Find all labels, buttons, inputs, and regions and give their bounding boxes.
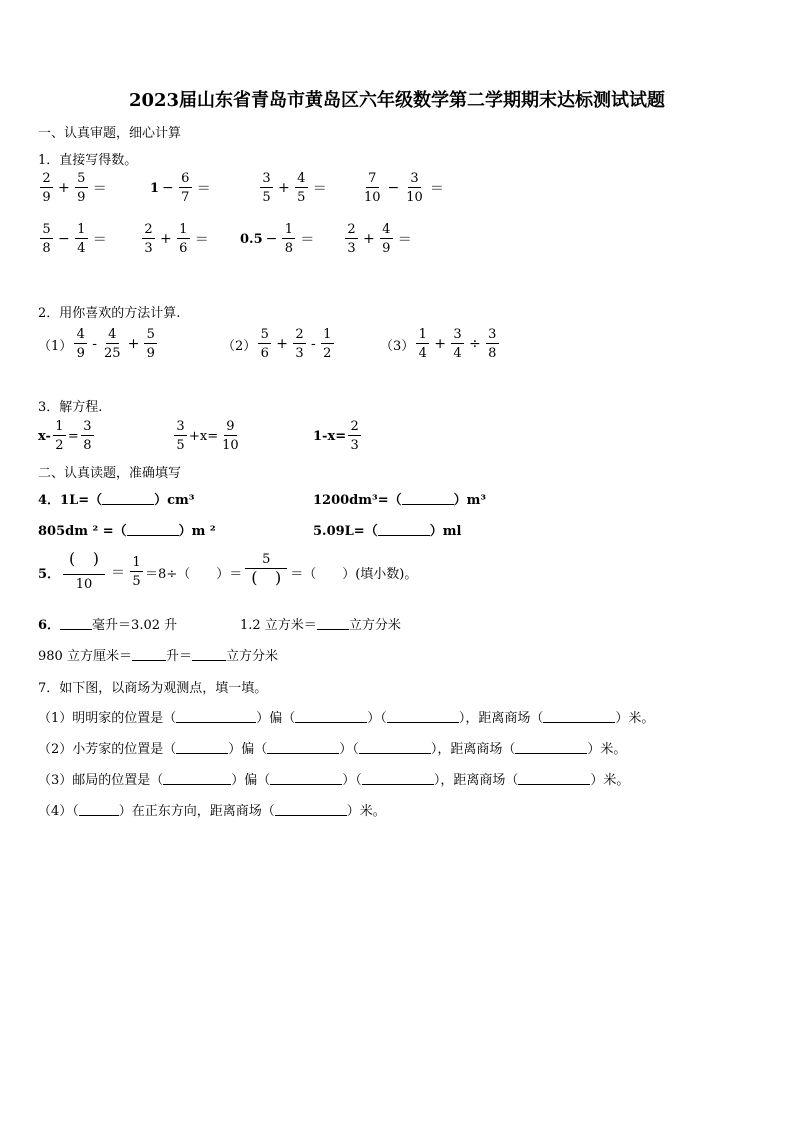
q3-equation-1: x- $\frac{1}{2}$ = $\frac{3}{8}$: [38, 420, 96, 452]
answer-blank[interactable]: [270, 772, 342, 785]
answer-blank[interactable]: [387, 710, 459, 723]
answer-blank[interactable]: [176, 710, 256, 723]
q1-item-1: $\frac{2}{9}$ + $\frac{5}{9}$ ＝: [38, 172, 110, 204]
q4-line-1-left: 4．1L=（ ）cm³: [38, 493, 195, 508]
q3-equation-2: $\frac{3}{5}$ +x= $\frac{9}{10}$: [172, 420, 243, 452]
answer-blank[interactable]: [79, 803, 119, 816]
q5-line: 5． ( ) 10 ＝ $\frac{1}{5}$ ＝8÷（ ）＝ 5 ( ) ＝（ ）(填小数)。: [38, 553, 417, 591]
answer-blank[interactable]: [60, 617, 92, 630]
answer-blank[interactable]: [515, 741, 587, 754]
page-title: 2023届山东省青岛市黄岛区六年级数学第二学期期末达标测试试题: [128, 90, 666, 111]
q7-line-4: （4）（ ）在正东方向，距离商场（ ）米。: [38, 804, 386, 819]
answer-blank[interactable]: [267, 741, 339, 754]
answer-blank[interactable]: [402, 492, 454, 505]
q1-item-7: 0.5 − $\frac{1}{8}$ ＝: [240, 222, 315, 256]
answer-blank[interactable]: [295, 710, 367, 723]
q7-line-1: （1）明明家的位置是（ ）偏（ ）（ ），距离商场（ ）米。: [38, 711, 655, 726]
answer-blank[interactable]: [163, 772, 231, 785]
answer-blank[interactable]: [176, 741, 228, 754]
answer-blank[interactable]: [275, 803, 347, 816]
question-1-label: 1．直接写得数。: [38, 153, 138, 168]
q6-line-2: 1.2 立方米＝ 立方分米: [240, 618, 401, 633]
blank-fraction-1[interactable]: ( ) 10: [63, 553, 105, 591]
answer-blank[interactable]: [192, 648, 226, 661]
answer-blank[interactable]: [102, 492, 154, 505]
q1-item-4: $\frac{7}{10}$ − $\frac{3}{10}$ ＝: [364, 171, 444, 205]
q2-item-2: （2） $\frac{5}{6}$ + $\frac{2}{3}$ - $\frac{1}{2}$: [222, 328, 336, 360]
q2-item-3: （3） $\frac{1}{4}$ + $\frac{3}{4}$ ÷ $\frac{3}{8}$: [380, 328, 501, 360]
q1-item-2: 1 − $\frac{6}{7}$ ＝: [150, 171, 211, 205]
answer-blank[interactable]: [378, 523, 430, 536]
q3-equation-3: 1-x= $\frac{2}{3}$: [313, 420, 363, 452]
q4-line-1-right: 1200dm³=（ ）m³: [313, 493, 487, 508]
section-2-heading: 二、认真读题，准确填写: [38, 466, 182, 481]
answer-blank[interactable]: [362, 772, 434, 785]
answer-blank[interactable]: [317, 617, 349, 630]
answer-blank[interactable]: [132, 648, 166, 661]
answer-blank[interactable]: [359, 741, 431, 754]
answer-blank[interactable]: [543, 710, 615, 723]
q1-item-3: $\frac{3}{5}$ + $\frac{4}{5}$ ＝: [258, 172, 330, 204]
blank-fraction-2[interactable]: 5 ( ): [245, 553, 287, 591]
answer-blank[interactable]: [127, 523, 179, 536]
q1-item-6: $\frac{2}{3}$ + $\frac{1}{6}$ ＝: [140, 223, 212, 255]
question-3-label: 3．解方程.: [38, 400, 103, 415]
q7-line-3: （3）邮局的位置是（ ）偏（ ）（ ），距离商场（ ）米。: [38, 773, 630, 788]
q1-item-5: $\frac{5}{8}$ − $\frac{1}{4}$ ＝: [38, 223, 110, 255]
q6-line-3: 980 立方厘米＝ 升＝ 立方分米: [38, 649, 278, 664]
q4-line-2-right: 5.09L=（ ）ml: [313, 524, 462, 539]
q7-line-2: （2）小芳家的位置是（ ）偏（ ）（ ），距离商场（ ）米。: [38, 742, 627, 757]
answer-blank[interactable]: [518, 772, 590, 785]
q2-item-1: （1） $\frac{4}{9}$ - $\frac{4}{25}$ + $\frac{5}{9}$: [38, 328, 159, 360]
q6-line-1: 6． 毫升＝3.02 升: [38, 618, 178, 633]
question-7-label: 7．如下图，以商场为观测点，填一填。: [38, 681, 268, 696]
q1-item-8: $\frac{2}{3}$ + $\frac{4}{9}$ ＝: [343, 223, 415, 255]
question-2-label: 2．用你喜欢的方法计算.: [38, 306, 181, 321]
section-1-heading: 一、认真审题，细心计算: [38, 126, 182, 141]
q4-line-2-left: 805dm ² =（ ）m ²: [38, 524, 216, 539]
